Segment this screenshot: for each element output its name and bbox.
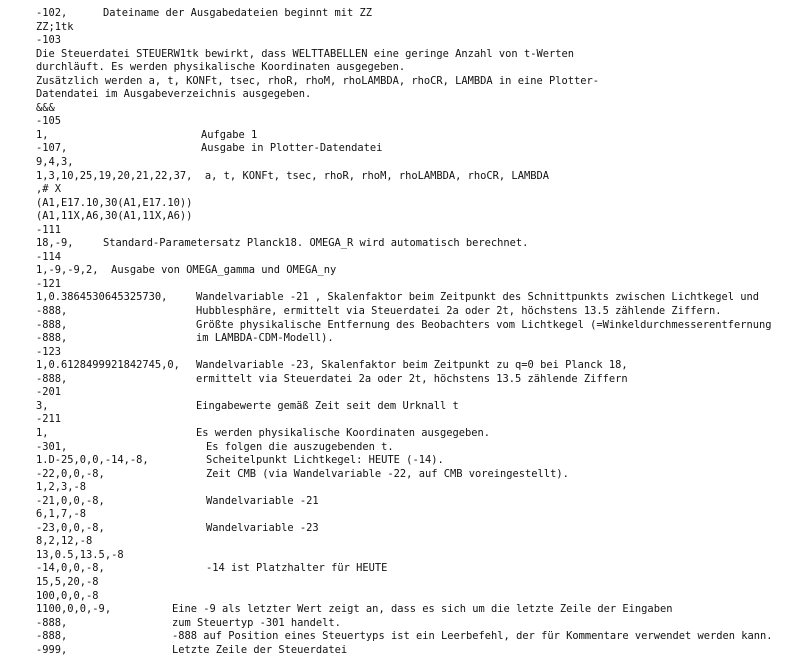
code-line [36,590,796,604]
code-line [36,386,796,400]
line-value: 1100,0,0,-9, [36,603,112,616]
code-line [36,142,796,156]
steuerdatei-text [36,7,796,657]
line-value: durchläuft. Es werden physikalische Koordinaten ausgegeben. [36,61,406,74]
line-value: (A1,11X,A6,30(A1,11X,A6)) [36,210,193,223]
code-line [36,183,796,197]
line-comment: Wandelvariable -21 [206,494,319,507]
line-value: -888, [36,372,68,385]
line-value: -111 [36,223,62,236]
line-comment: Wandelvariable -23, Skalenfaktor beim Zeitpunkt zu q=0 bei Planck 18, [196,359,628,372]
line-comment: Letzte Zeile der Steuerdatei [172,643,348,656]
line-comment: Aufgabe 1 [201,128,258,141]
code-line [36,603,796,617]
line-value: -888, [36,305,68,318]
line-value: Zusätzlich werden a, t, KONFt, tsec, rhoR, rhoM, rhoLAMBDA, rhoCR, LAMBDA in eine Plotter- [36,74,600,87]
line-comment: Größte physikalische Entfernung des Beobachters vom Lichtkegel (=Winkeldurchmesserentfernung [196,318,772,331]
code-line [36,102,796,116]
line-comment: Eingabewerte gemäß Zeit seit dem Urknall t [196,399,459,412]
line-value: 3, [36,399,49,412]
code-line [36,427,796,441]
code-line [36,468,796,482]
line-value: 1,2,3,-8 [36,481,87,494]
line-value: -103 [36,34,62,47]
code-line [36,508,796,522]
code-line [36,115,796,129]
line-comment: Wandelvariable -23 [206,521,319,534]
code-line [36,400,796,414]
line-value: -107, [36,142,68,155]
code-line [36,617,796,631]
code-line [36,278,796,292]
line-value: 1, [36,426,49,439]
line-value: -121 [36,277,62,290]
line-value: -999, [36,643,68,656]
code-line [36,75,796,89]
line-value: 1,3,10,25,19,20,21,22,37, a, t, KONFt, tsec, rhoR, rhoM, rhoLAMBDA, rhoCR, LAMBDA [36,169,549,182]
code-line [36,576,796,590]
code-line [36,454,796,468]
code-line [36,630,796,644]
line-value: -105 [36,115,62,128]
line-value: 1, [36,128,49,141]
line-comment: Es folgen die auszugebenden t. [206,440,394,453]
code-line [36,291,796,305]
line-comment: Es werden physikalische Koordinaten ausgegeben. [196,426,491,439]
code-line [36,237,796,251]
line-value: &&& [36,101,55,114]
code-line [36,170,796,184]
line-value: ,# X [36,183,62,196]
code-line [36,332,796,346]
line-value: -888, [36,616,68,629]
line-value: -211 [36,413,62,426]
code-line [36,359,796,373]
line-comment: Zeit CMB (via Wandelvariable -22, auf CMB voreingestellt). [206,467,569,480]
code-line [36,48,796,62]
line-value: 1.D-25,0,0,-14,-8, [36,454,149,467]
code-line [36,562,796,576]
code-line [36,441,796,455]
line-value: -201 [36,386,62,399]
line-value: 100,0,0,-8 [36,589,99,602]
line-comment: ermittelt via Steuerdatei 2a oder 2t, höchstens 13.5 zählende Ziffern [196,372,628,385]
line-value: -301, [36,440,68,453]
code-line [36,644,796,658]
code-line [36,346,796,360]
line-value: -114 [36,250,62,263]
line-value: (A1,E17.10,30(A1,E17.10)) [36,196,193,209]
code-line [36,481,796,495]
code-line [36,319,796,333]
line-value: 9,4,3, [36,156,74,169]
line-comment: Wandelvariable -21 , Skalenfaktor beim Zeitpunkt des Schnittpunkts zwischen Lichtkegel und [196,291,760,304]
line-comment: Hubblesphäre, ermittelt via Steuerdatei 2a oder 2t, höchstens 13.5 zählende Ziffern. [196,305,722,318]
code-line [36,495,796,509]
line-value: ZZ;1tk [36,20,74,33]
line-comment: -888 auf Position eines Steuertyps ist ein Leerbefehl, der für Kommentare verwendet werden kann. [172,630,773,643]
line-value: -23,0,0,-8, [36,521,105,534]
line-value: -22,0,0,-8, [36,467,105,480]
line-value: 18,-9, [36,237,74,250]
line-value: -21,0,0,-8, [36,494,105,507]
line-comment: Dateiname der Ausgabedateien beginnt mit ZZ [103,7,372,19]
code-line [36,251,796,265]
code-line [36,88,796,102]
line-value: 13,0.5,13.5,-8 [36,548,124,561]
code-line [36,129,796,143]
code-line [36,264,796,278]
line-value: Die Steuerdatei STEUERW1tk bewirkt, dass WELTTABELLEN eine geringe Anzahl von t-Werten [36,47,574,60]
code-line [36,373,796,387]
line-comment: im LAMBDA-CDM-Modell). [196,332,334,345]
line-value: 8,2,12,-8 [36,535,93,548]
code-line [36,413,796,427]
code-line [36,522,796,536]
line-value: -102, [36,7,68,19]
line-comment: Ausgabe in Plotter-Datendatei [201,142,383,155]
code-line [36,61,796,75]
line-value: Datendatei im Ausgabeverzeichnis ausgegeben. [36,88,312,101]
code-line [36,305,796,319]
line-value: 1,0.6128499921842745,0, [36,359,180,372]
line-value: 1,-9,-9,2, Ausgabe von OMEGA_gamma und OMEGA_ny [36,264,337,277]
code-line [36,34,796,48]
line-value: 15,5,20,-8 [36,575,99,588]
code-line [36,224,796,238]
line-value: -14,0,0,-8, [36,562,105,575]
line-value: -888, [36,630,68,643]
line-value: -888, [36,318,68,331]
line-value: 6,1,7,-8 [36,508,87,521]
code-line [36,549,796,563]
line-comment: Eine -9 als letzter Wert zeigt an, dass es sich um die letzte Zeile der Eingaben [172,603,673,616]
code-line [36,156,796,170]
line-comment: Standard-Parametersatz Planck18. OMEGA_R wird automatisch berechnet. [103,237,529,250]
code-line [36,21,796,35]
line-comment: Scheitelpunkt Lichtkegel: HEUTE (-14). [206,454,444,467]
code-line [36,210,796,224]
code-line [36,197,796,211]
code-line [36,7,796,21]
line-comment: -14 ist Platzhalter für HEUTE [206,562,388,575]
line-value: -888, [36,332,68,345]
line-comment: zum Steuertyp -301 handelt. [172,616,341,629]
line-value: -123 [36,345,62,358]
code-line [36,535,796,549]
line-value: 1,0.3864530645325730, [36,291,168,304]
